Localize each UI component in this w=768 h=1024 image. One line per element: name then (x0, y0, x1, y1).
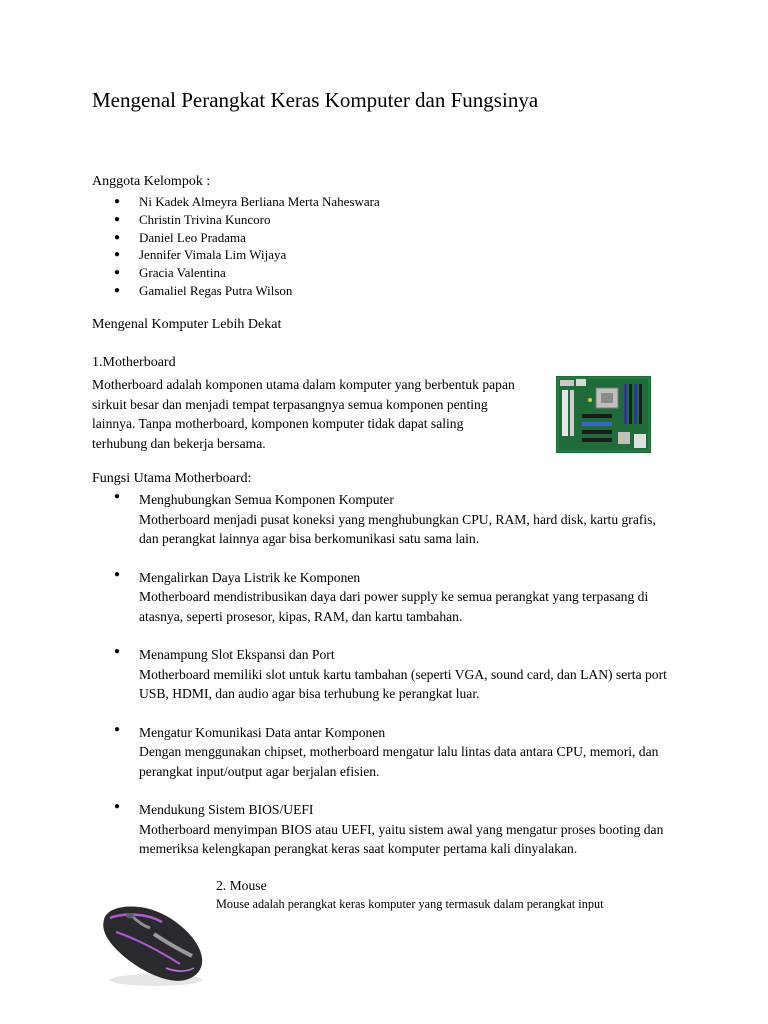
function-item (92, 568, 672, 646)
section-title: Mengenal Komputer Lebih Dekat (92, 317, 282, 332)
function-desc: Motherboard menjadi pusat koneksi yang menghubungkan CPU, RAM, hard disk, kartu grafis, dan perangkat lainnya agar bisa berkomunikasi satu sama lain. (139, 511, 656, 546)
bullet-icon: ● (114, 213, 121, 225)
function-desc: Motherboard menyimpan BIOS atau UEFI, yaitu sistem awal yang mengatur proses booting dan memeriksa kelengkapan perangkat keras saat komputer pertama kali dinyalakan. (139, 821, 664, 856)
function-title: Mengalirkan Daya Listrik ke Komponen (139, 569, 361, 585)
bullet-icon: ● (114, 723, 121, 735)
member-name: Gracia Valentina (139, 265, 226, 281)
function-item (92, 800, 672, 878)
members-label: Anggota Kelompok : (92, 174, 211, 189)
mouse-image (96, 898, 212, 990)
member-item (92, 193, 380, 211)
bullet-icon: ● (114, 568, 121, 580)
bullet-icon: ● (114, 284, 121, 296)
function-title: Menghubungkan Semua Komponen Komputer (139, 492, 394, 507)
bullet-icon: ● (114, 646, 121, 657)
fungsi-label: Fungsi Utama Motherboard: (92, 471, 252, 486)
function-desc: Motherboard memiliki slot untuk kartu tambahan (seperti VGA, sound card, dan LAN) serta port USB, HDMI, dan audio agar bisa terhubung ke perangkat luar. (139, 666, 667, 701)
document-title: Mengenal Perangkat Keras Komputer dan Fungsinya (92, 88, 539, 112)
member-item (92, 211, 380, 229)
member-name: Ni Kadek Almeyra Berliana Merta Naheswara (139, 194, 380, 209)
member-name: Jennifer Vimala Lim Wijaya (139, 247, 287, 263)
mouse-heading: 2. Mouse (216, 878, 267, 893)
function-item (92, 490, 672, 568)
motherboard-image (556, 376, 651, 453)
function-desc: Dengan menggunakan chipset, motherboard mengatur lalu lintas data antara CPU, memori, dan perangkat input/output agar berjalan efisien. (139, 744, 659, 779)
bullet-icon: ● (114, 267, 121, 279)
function-title: Mengatur Komunikasi Data antar Komponen (139, 724, 386, 740)
function-item (92, 645, 672, 723)
member-item (92, 229, 380, 247)
bullet-icon: ● (114, 231, 121, 243)
bullet-icon: ● (114, 196, 121, 207)
function-title: Menampung Slot Ekspansi dan Port (139, 647, 335, 662)
member-item (92, 246, 380, 264)
member-item (92, 264, 380, 282)
members-list (92, 193, 380, 300)
function-desc: Motherboard mendistribusikan daya dari power supply ke semua perangkat yang terpasang di atasnya, seperti prosesor, kipas, RAM, dan kartu tambahan. (139, 589, 649, 624)
motherboard-heading: 1.Motherboard (92, 355, 176, 370)
member-item (92, 282, 380, 300)
member-name: Christin Trivina Kuncoro (139, 211, 271, 227)
member-name: Daniel Leo Pradama (139, 229, 246, 245)
bullet-icon: ● (114, 491, 121, 502)
function-item (92, 723, 672, 801)
functions-list (92, 490, 672, 878)
mouse-description: Mouse adalah perangkat keras komputer yang termasuk dalam perangkat input (216, 897, 604, 911)
motherboard-paragraph: Motherboard adalah komponen utama dalam komputer yang berbentuk papan sirkuit besar dan menjadi tempat terpasangnya semua komponen penting lainnya. Tanpa motherboard, komponen komputer tidak dapat saling terhubung dan bekerja bersama. (92, 377, 515, 451)
bullet-icon: ● (114, 801, 121, 812)
bullet-icon: ● (114, 249, 121, 261)
function-title: Mendukung Sistem BIOS/UEFI (139, 802, 314, 817)
member-name: Gamaliel Regas Putra Wilson (139, 282, 293, 298)
